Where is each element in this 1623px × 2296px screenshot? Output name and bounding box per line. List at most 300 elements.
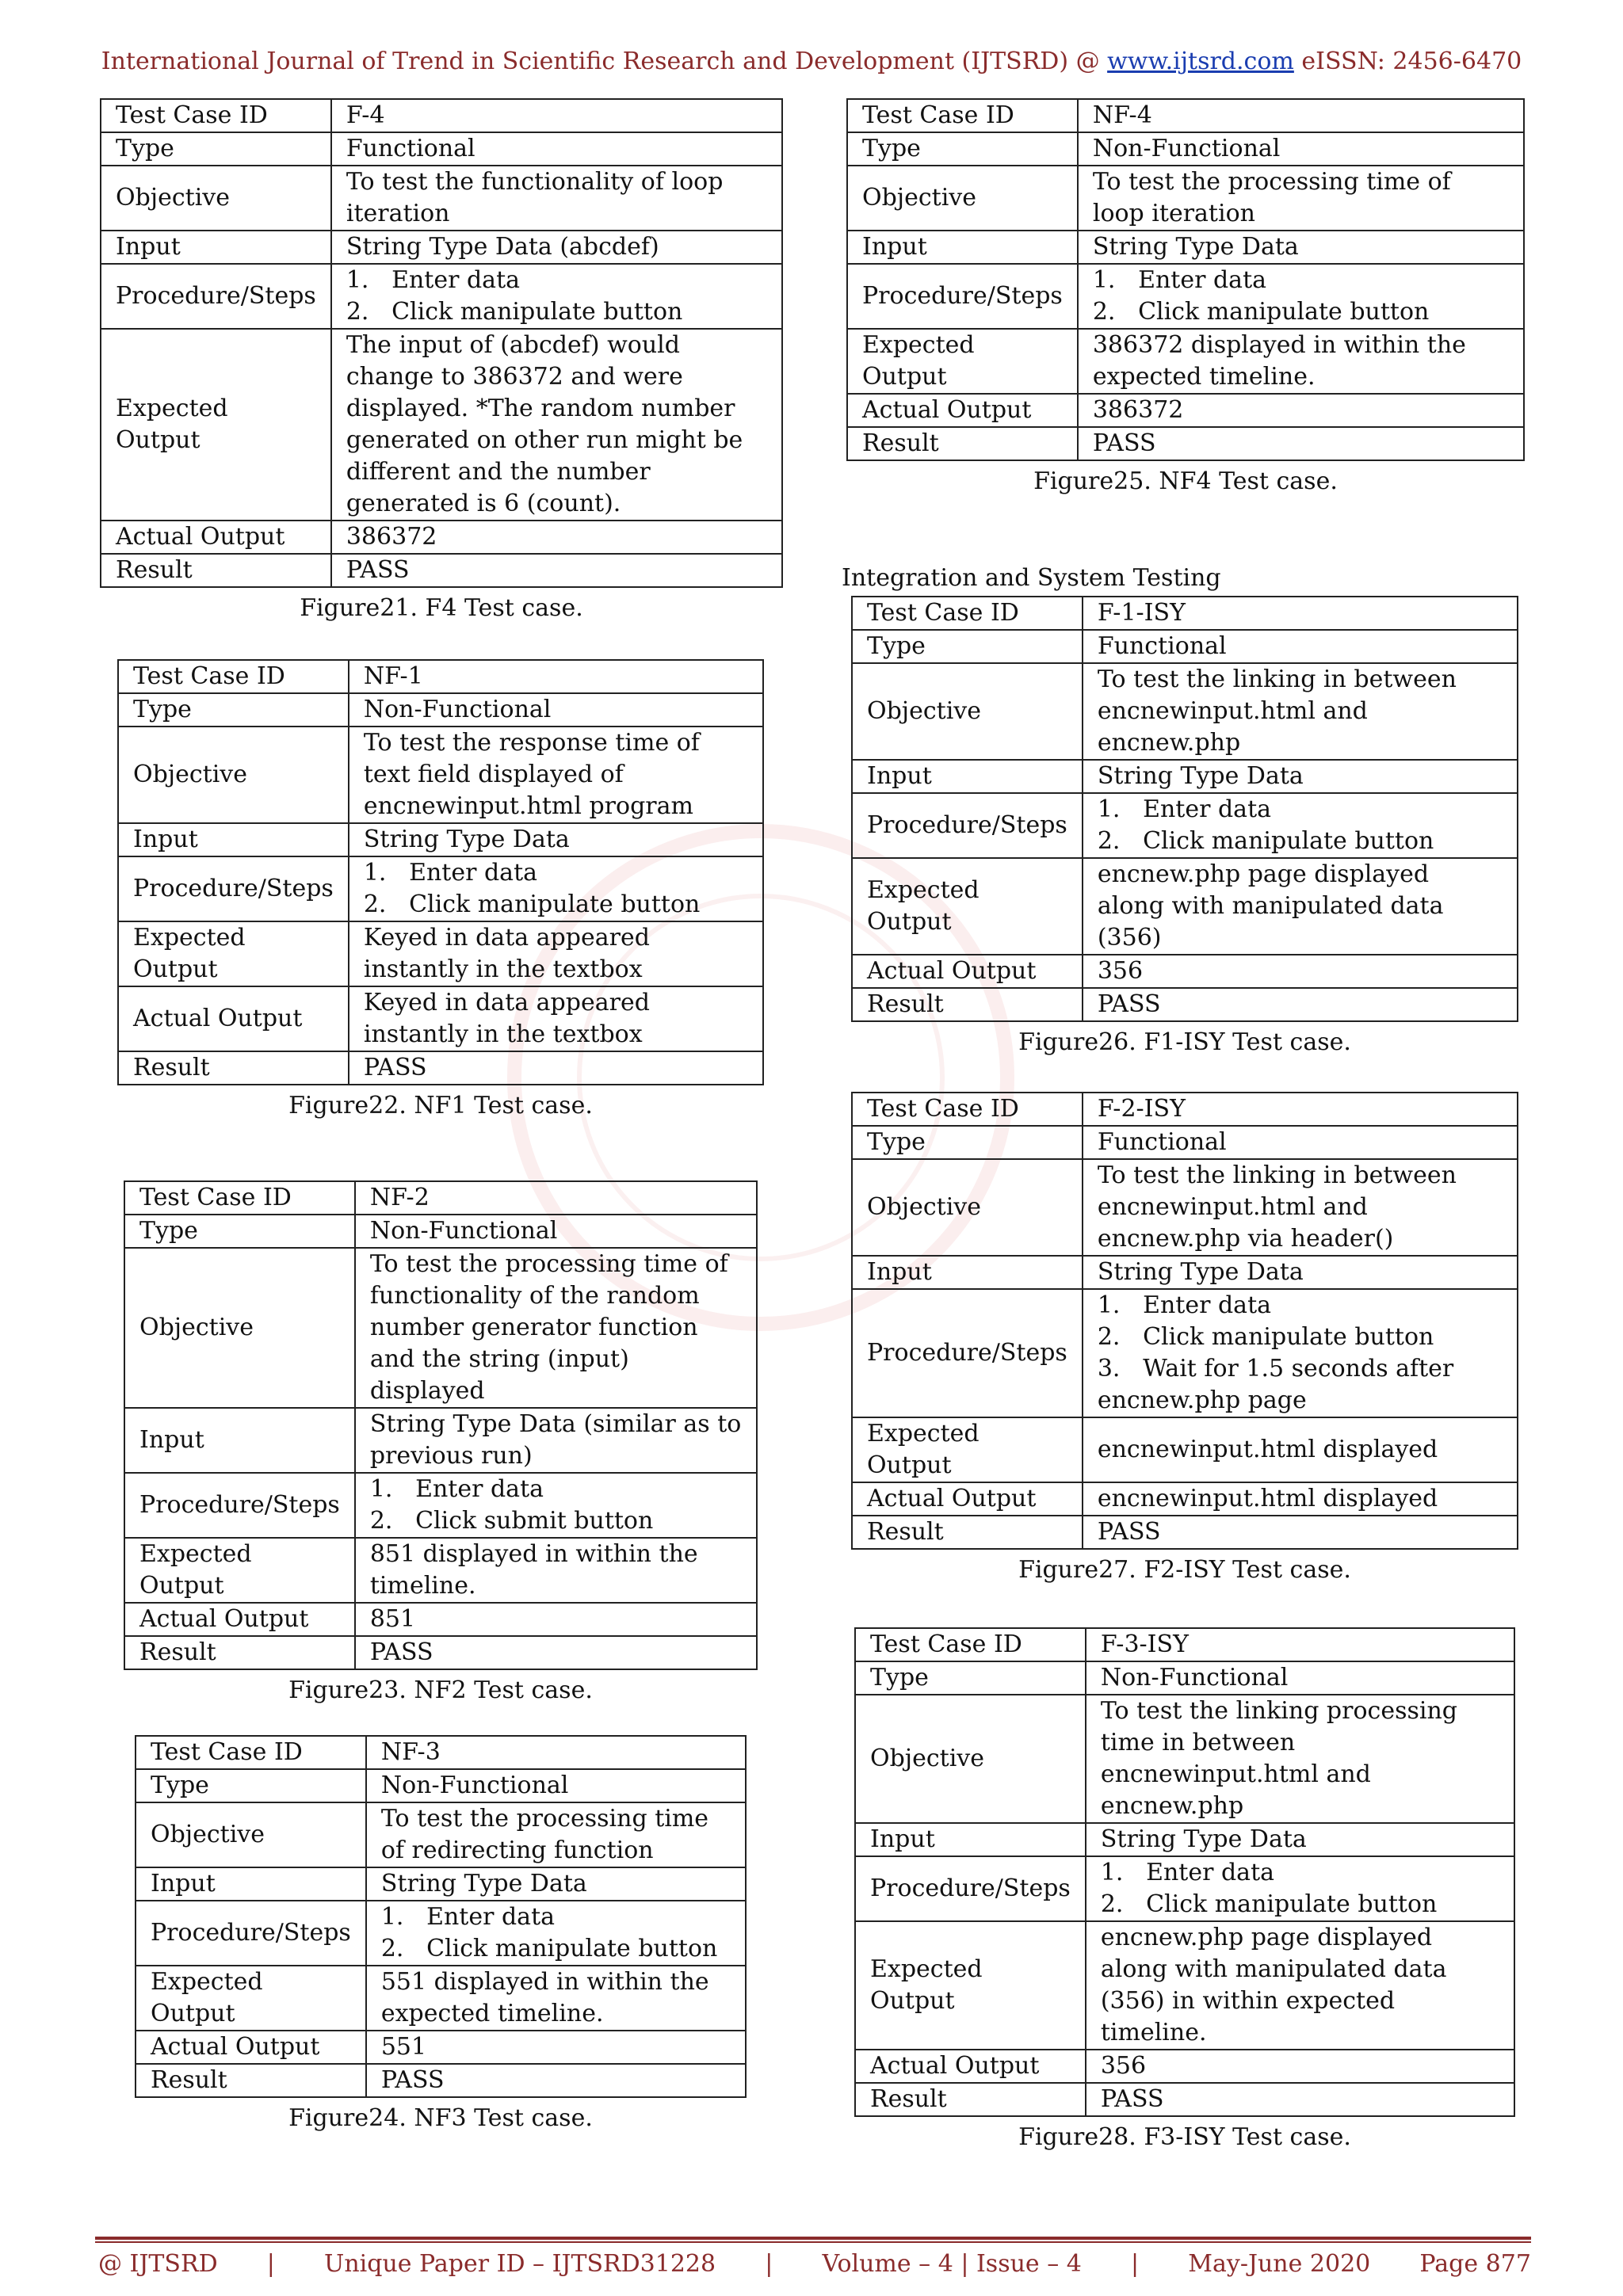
row-label: Test Case ID	[136, 1736, 366, 1769]
row-label: Actual Output	[847, 394, 1078, 427]
cell-text: String Type Data	[1097, 1258, 1304, 1286]
row-value	[331, 132, 782, 166]
cell-text: PASS	[1097, 990, 1161, 1018]
cell-text: F-1-ISY	[1097, 599, 1186, 627]
table-row	[852, 858, 1518, 955]
row-value	[331, 99, 782, 132]
row-label: Actual Output	[852, 1482, 1083, 1516]
footer-date: May-June 2020	[1188, 2250, 1371, 2278]
row-value	[1078, 231, 1524, 264]
table-row	[847, 231, 1524, 264]
row-label: Expected Output	[852, 1417, 1083, 1482]
row-label: Objective	[855, 1695, 1086, 1823]
table-row	[136, 1901, 746, 1966]
row-value	[331, 264, 782, 329]
cell-text: String Type Data	[1097, 762, 1304, 790]
procedure-step: 2. Click manipulate button	[346, 298, 683, 326]
table-row	[852, 597, 1518, 630]
table-row	[136, 1867, 746, 1901]
row-label: Type	[852, 1126, 1083, 1159]
footer-volume-issue: Volume – 4 | Issue – 4	[822, 2250, 1082, 2278]
cell-text: 551 displayed in within the expected timeline.	[380, 1968, 709, 2027]
table-row	[136, 2064, 746, 2097]
cell-text: PASS	[1097, 1518, 1161, 1546]
row-label: Actual Output	[852, 955, 1083, 988]
row-label: Actual Output	[124, 1603, 355, 1636]
row-label: Result	[124, 1636, 355, 1669]
row-value	[1083, 1482, 1518, 1516]
table-row	[136, 1966, 746, 2031]
row-label: Input	[847, 231, 1078, 264]
table-row	[852, 1159, 1518, 1256]
table-row	[124, 1215, 757, 1248]
cell-text: To test the linking processing time in between encnewinput.html and encnew.php	[1100, 1697, 1458, 1820]
row-label: Objective	[847, 166, 1078, 231]
row-label: Result	[847, 427, 1078, 460]
row-value	[366, 2031, 746, 2064]
cell-text: String Type Data	[1100, 1825, 1307, 1853]
procedure-step: 2. Click submit button	[369, 1507, 654, 1535]
footer-separator: |	[765, 2250, 773, 2278]
row-label: Expected Output	[124, 1538, 355, 1603]
test-case-table	[854, 1627, 1515, 2117]
test-case-nf1	[117, 659, 764, 1119]
table-row	[852, 1516, 1518, 1549]
footer-separator: |	[1131, 2250, 1140, 2278]
row-value	[1083, 858, 1518, 955]
row-label: Test Case ID	[118, 660, 349, 693]
table-row	[101, 521, 782, 554]
table-row	[124, 1636, 757, 1669]
row-label: Procedure/Steps	[852, 793, 1083, 858]
figure-caption: Figure24. NF3 Test case.	[288, 2104, 593, 2132]
table-row	[852, 988, 1518, 1021]
figure-caption: Figure26. F1-ISY Test case.	[1018, 1028, 1351, 1056]
cell-text: PASS	[363, 1054, 427, 1081]
procedure-step: 1. Enter data	[1092, 266, 1267, 294]
table-row	[847, 99, 1524, 132]
row-value	[1083, 1126, 1518, 1159]
row-label: Actual Output	[118, 986, 349, 1051]
row-value	[1078, 264, 1524, 329]
row-value	[366, 1802, 746, 1867]
cell-text: F-3-ISY	[1100, 1630, 1189, 1658]
test-case-table	[100, 98, 783, 588]
row-label: Type	[855, 1661, 1086, 1695]
row-label: Input	[124, 1408, 355, 1473]
row-value	[349, 693, 763, 727]
footer-page-number: Page 877	[1419, 2250, 1531, 2278]
cell-text: 356	[1100, 2052, 1147, 2080]
table-row	[852, 1256, 1518, 1289]
cell-text: PASS	[369, 1638, 433, 1666]
row-value	[1083, 597, 1518, 630]
test-case-nf3	[135, 1735, 747, 2132]
cell-text: 386372 displayed in within the expected timeline.	[1092, 331, 1466, 391]
row-value	[331, 166, 782, 231]
table-row	[101, 132, 782, 166]
row-value	[355, 1636, 757, 1669]
test-case-f4	[100, 98, 783, 622]
procedure-step: 2. Click manipulate button	[363, 891, 701, 918]
cell-text: NF-1	[363, 662, 423, 690]
row-label: Test Case ID	[855, 1628, 1086, 1661]
table-row	[124, 1408, 757, 1473]
row-value	[1078, 166, 1524, 231]
table-row	[847, 132, 1524, 166]
row-label: Input	[118, 823, 349, 856]
cell-text: 386372	[346, 523, 437, 551]
procedure-step: 2. Click manipulate button	[1097, 1323, 1434, 1351]
test-case-f2-isy	[851, 1092, 1518, 1584]
row-label: Type	[101, 132, 331, 166]
row-label: Input	[855, 1823, 1086, 1856]
row-value	[366, 1769, 746, 1802]
footer-copyright: @ IJTSRD	[98, 2250, 218, 2278]
row-value	[1078, 99, 1524, 132]
cell-text: NF-2	[369, 1184, 430, 1211]
cell-text: F-2-ISY	[1097, 1095, 1186, 1123]
row-value	[349, 660, 763, 693]
table-row	[847, 264, 1524, 329]
row-label: Procedure/Steps	[847, 264, 1078, 329]
table-row	[118, 693, 763, 727]
table-row	[136, 1769, 746, 1802]
cell-text: 851	[369, 1605, 416, 1633]
row-label: Actual Output	[855, 2050, 1086, 2083]
row-value	[1083, 1516, 1518, 1549]
cell-text: encnewinput.html displayed	[1097, 1436, 1438, 1463]
row-value	[331, 521, 782, 554]
row-value	[349, 986, 763, 1051]
row-value	[1086, 2083, 1514, 2116]
test-case-table	[135, 1735, 747, 2098]
figure-caption: Figure27. F2-ISY Test case.	[1018, 1556, 1351, 1584]
cell-text: Keyed in data appeared instantly in the textbox	[363, 924, 650, 983]
cell-text: String Type Data (similar as to previous run)	[369, 1410, 742, 1470]
cell-text: Functional	[1097, 632, 1227, 660]
row-value	[1086, 1661, 1514, 1695]
row-value	[1083, 1417, 1518, 1482]
row-label: Procedure/Steps	[124, 1473, 355, 1538]
row-value	[331, 329, 782, 521]
row-label: Procedure/Steps	[118, 856, 349, 921]
table-row	[855, 1628, 1514, 1661]
row-value	[355, 1538, 757, 1603]
row-label: Result	[101, 554, 331, 587]
row-value	[1083, 1159, 1518, 1256]
table-row	[852, 630, 1518, 663]
row-value	[1086, 1921, 1514, 2050]
row-label: Expected Output	[847, 329, 1078, 394]
procedure-step: 1. Enter data	[1100, 1859, 1275, 1886]
row-label: Input	[136, 1867, 366, 1901]
figure-caption: Figure21. F4 Test case.	[300, 594, 583, 622]
cell-text: To test the linking in between encnewinput.html and encnew.php via header()	[1097, 1161, 1457, 1253]
table-row	[118, 727, 763, 823]
cell-text: PASS	[346, 556, 410, 584]
row-label: Procedure/Steps	[136, 1901, 366, 1966]
row-label: Expected Output	[101, 329, 331, 521]
cell-text: Non-Functional	[1100, 1664, 1289, 1691]
table-row	[118, 986, 763, 1051]
table-row	[124, 1538, 757, 1603]
cell-text: To test the processing time of functionality of the random number generator function and the string (input) displayed	[369, 1250, 728, 1405]
cell-text: To test the functionality of loop iteration	[346, 168, 724, 227]
table-row	[136, 1802, 746, 1867]
table-row	[855, 1921, 1514, 2050]
cell-text: 851 displayed in within the timeline.	[369, 1540, 698, 1600]
row-label: Procedure/Steps	[101, 264, 331, 329]
row-label: Result	[136, 2064, 366, 2097]
cell-text: To test the processing time of redirecting function	[380, 1805, 709, 1864]
table-row	[118, 823, 763, 856]
table-row	[118, 1051, 763, 1085]
cell-text: The input of (abcdef) would change to 386372 and were displayed. *The random number generated on other run might be different and the number generated is 6 (count).	[346, 331, 743, 517]
row-label: Input	[852, 760, 1083, 793]
row-label: Expected Output	[852, 858, 1083, 955]
table-row	[847, 166, 1524, 231]
procedure-step: 3. Wait for 1.5 seconds after encnew.php page	[1097, 1355, 1454, 1414]
table-row	[124, 1603, 757, 1636]
cell-text: 386372	[1092, 396, 1184, 424]
table-row	[852, 1417, 1518, 1482]
table-row	[101, 554, 782, 587]
row-label: Type	[124, 1215, 355, 1248]
footer-paper-id: Unique Paper ID – IJTSRD31228	[324, 2250, 716, 2278]
table-row	[101, 264, 782, 329]
row-value	[331, 554, 782, 587]
cell-text: To test the processing time of loop iteration	[1092, 168, 1451, 227]
figure-caption: Figure23. NF2 Test case.	[288, 1676, 593, 1704]
procedure-step: 1. Enter data	[1097, 795, 1272, 823]
table-row	[124, 1473, 757, 1538]
row-label: Test Case ID	[124, 1181, 355, 1215]
page-footer	[98, 2250, 1531, 2278]
table-row	[855, 1661, 1514, 1695]
table-row	[855, 2050, 1514, 2083]
test-case-table	[851, 596, 1518, 1022]
cell-text: encnewinput.html displayed	[1097, 1485, 1438, 1512]
row-value	[1083, 1289, 1518, 1417]
row-label: Type	[118, 693, 349, 727]
test-case-nf2	[124, 1180, 758, 1704]
figure-caption: Figure25. NF4 Test case.	[1033, 467, 1338, 495]
row-value	[1083, 988, 1518, 1021]
table-row	[855, 1856, 1514, 1921]
row-label: Result	[852, 988, 1083, 1021]
table-row	[852, 1093, 1518, 1126]
row-label: Expected Output	[855, 1921, 1086, 2050]
table-row	[855, 1695, 1514, 1823]
cell-text: PASS	[380, 2066, 445, 2094]
row-label: Test Case ID	[852, 597, 1083, 630]
row-value	[349, 1051, 763, 1085]
procedure-step: 1. Enter data	[346, 266, 521, 294]
row-value	[349, 856, 763, 921]
procedure-step: 2. Click manipulate button	[380, 1935, 718, 1962]
row-value	[1078, 394, 1524, 427]
procedure-step: 2. Click manipulate button	[1092, 298, 1430, 326]
row-value	[1086, 1823, 1514, 1856]
row-label: Type	[847, 132, 1078, 166]
row-label: Result	[852, 1516, 1083, 1549]
table-row	[847, 329, 1524, 394]
procedure-step: 2. Click manipulate button	[1097, 827, 1434, 855]
cell-text: Non-Functional	[1092, 135, 1281, 162]
table-row	[855, 2083, 1514, 2116]
row-label: Expected Output	[118, 921, 349, 986]
table-row	[118, 921, 763, 986]
journal-header	[0, 48, 1623, 75]
row-label: Objective	[118, 727, 349, 823]
table-row	[118, 856, 763, 921]
row-value	[331, 231, 782, 264]
row-value	[366, 2064, 746, 2097]
procedure-step: 1. Enter data	[369, 1475, 544, 1503]
row-label: Objective	[101, 166, 331, 231]
test-case-f3-isy	[854, 1627, 1515, 2151]
journal-eissn: eISSN: 2456-6470	[1293, 48, 1522, 75]
cell-text: 356	[1097, 957, 1144, 985]
row-value	[1078, 427, 1524, 460]
table-row	[852, 1482, 1518, 1516]
table-row	[136, 1736, 746, 1769]
cell-text: String Type Data	[380, 1870, 587, 1897]
cell-text: String Type Data	[363, 826, 570, 853]
row-value	[355, 1603, 757, 1636]
cell-text: encnew.php page displayed along with manipulated data (356) in within expected timeline.	[1100, 1924, 1447, 2046]
row-value	[349, 823, 763, 856]
row-value	[1083, 1093, 1518, 1126]
row-label: Procedure/Steps	[855, 1856, 1086, 1921]
cell-text: Functional	[1097, 1128, 1227, 1156]
table-row	[101, 231, 782, 264]
row-label: Actual Output	[101, 521, 331, 554]
row-value	[349, 921, 763, 986]
test-case-table	[851, 1092, 1518, 1550]
test-case-table	[117, 659, 764, 1085]
cell-text: encnew.php page displayed along with manipulated data (356)	[1097, 860, 1444, 952]
row-label: Test Case ID	[101, 99, 331, 132]
test-case-table	[846, 98, 1525, 461]
cell-text: PASS	[1100, 2085, 1164, 2113]
cell-text: String Type Data	[1092, 233, 1299, 261]
row-value	[355, 1473, 757, 1538]
row-label: Result	[855, 2083, 1086, 2116]
procedure-step: 1. Enter data	[363, 859, 538, 887]
row-value	[1083, 793, 1518, 858]
row-value	[1086, 1856, 1514, 1921]
figure-caption: Figure28. F3-ISY Test case.	[1018, 2123, 1351, 2151]
row-value	[355, 1181, 757, 1215]
row-label: Test Case ID	[847, 99, 1078, 132]
test-case-f1-isy	[851, 596, 1518, 1056]
section-heading-integration: Integration and System Testing	[842, 564, 1221, 592]
cell-text: String Type Data (abcdef)	[346, 233, 659, 261]
row-value	[366, 1867, 746, 1901]
cell-text: NF-4	[1092, 101, 1152, 129]
cell-text: To test the response time of text field displayed of encnewinput.html program	[363, 729, 700, 820]
cell-text: 551	[380, 2033, 427, 2061]
journal-url-link[interactable]: www.ijtsrd.com	[1107, 48, 1294, 75]
row-label: Type	[852, 630, 1083, 663]
table-row	[124, 1181, 757, 1215]
table-row	[124, 1248, 757, 1408]
row-label: Expected Output	[136, 1966, 366, 2031]
row-label: Input	[101, 231, 331, 264]
cell-text: Non-Functional	[369, 1217, 558, 1245]
table-row	[855, 1823, 1514, 1856]
table-row	[847, 394, 1524, 427]
row-label: Input	[852, 1256, 1083, 1289]
cell-text: To test the linking in between encnewinput.html and encnew.php	[1097, 666, 1457, 757]
table-row	[852, 760, 1518, 793]
table-row	[852, 1289, 1518, 1417]
row-value	[349, 727, 763, 823]
procedure-step: 2. Click manipulate button	[1100, 1890, 1438, 1918]
row-value	[1078, 329, 1524, 394]
cell-text: F-4	[346, 101, 385, 129]
row-value	[1086, 1695, 1514, 1823]
row-value	[1083, 760, 1518, 793]
table-row	[852, 955, 1518, 988]
procedure-step: 1. Enter data	[1097, 1291, 1272, 1319]
row-value	[1086, 2050, 1514, 2083]
cell-text: NF-3	[380, 1738, 441, 1766]
figure-caption: Figure22. NF1 Test case.	[288, 1092, 593, 1119]
row-label: Objective	[852, 663, 1083, 760]
table-row	[101, 99, 782, 132]
row-label: Result	[118, 1051, 349, 1085]
row-label: Objective	[852, 1159, 1083, 1256]
table-row	[852, 1126, 1518, 1159]
row-label: Procedure/Steps	[852, 1289, 1083, 1417]
table-row	[101, 329, 782, 521]
cell-text: PASS	[1092, 429, 1156, 457]
table-row	[847, 427, 1524, 460]
row-value	[366, 1966, 746, 2031]
row-value	[1078, 132, 1524, 166]
row-value	[1083, 1256, 1518, 1289]
row-value	[1083, 630, 1518, 663]
table-row	[136, 2031, 746, 2064]
test-case-nf4	[846, 98, 1525, 495]
cell-text: Keyed in data appeared instantly in the textbox	[363, 989, 650, 1048]
journal-name: International Journal of Trend in Scientific Research and Development (IJTSRD) @	[101, 48, 1108, 75]
table-row	[852, 663, 1518, 760]
cell-text: Non-Functional	[363, 696, 552, 723]
row-label: Test Case ID	[852, 1093, 1083, 1126]
footer-rule	[95, 2237, 1531, 2243]
cell-text: Functional	[346, 135, 475, 162]
row-value	[355, 1215, 757, 1248]
test-case-table	[124, 1180, 758, 1670]
row-value	[366, 1736, 746, 1769]
cell-text: Non-Functional	[380, 1772, 569, 1799]
procedure-step: 1. Enter data	[380, 1903, 556, 1931]
row-label: Objective	[124, 1248, 355, 1408]
row-value	[355, 1248, 757, 1408]
footer-separator: |	[266, 2250, 275, 2278]
row-value	[366, 1901, 746, 1966]
row-value	[355, 1408, 757, 1473]
row-label: Objective	[136, 1802, 366, 1867]
row-value	[1086, 1628, 1514, 1661]
row-label: Actual Output	[136, 2031, 366, 2064]
table-row	[852, 793, 1518, 858]
row-value	[1083, 955, 1518, 988]
